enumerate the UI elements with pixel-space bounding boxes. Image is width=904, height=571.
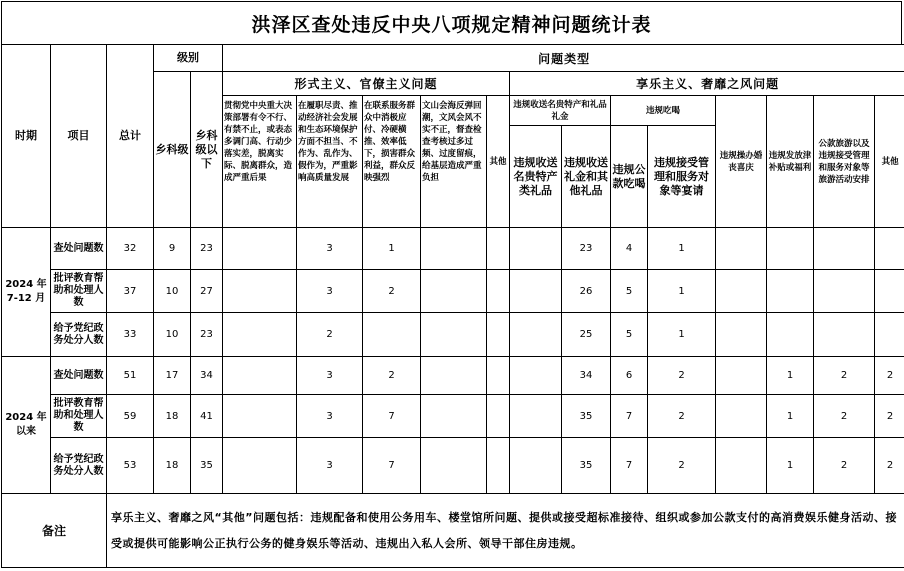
header-level-below: 乡科级以下	[191, 72, 223, 228]
cell-g2-4: 1	[648, 270, 716, 313]
cell-total: 53	[107, 438, 154, 494]
cell-g2-7	[814, 228, 875, 270]
table-title: 洪泽区查处违反中央八项规定精神问题统计表	[1, 1, 902, 45]
cell-g1-1	[223, 228, 297, 270]
note-text: 享乐主义、奢靡之风“其他”问题包括：违规配备和使用公务用车、楼堂馆所问题、提供或接受超标准接待、组织或参加公款支付的高消费娱乐健身活动、接受或提供可能影响公正执行公务的健身娱乐等活动、违规出入私人会所、领导干部住房违规。	[107, 494, 904, 568]
cell-g2-3: 7	[611, 395, 648, 438]
cell-g2-6	[767, 270, 814, 313]
cell-g2-2: 34	[562, 357, 611, 395]
header-g1-col3: 在联系服务群众中消极应付、冷硬横推、效率低下，损害群众利益，群众反映强烈	[363, 96, 421, 228]
cell-g2-6	[767, 313, 814, 357]
note-label: 备注	[2, 494, 107, 568]
cell-g2-2: 35	[562, 395, 611, 438]
cell-g2-6: 1	[767, 395, 814, 438]
cell-g1-2: 3	[297, 395, 363, 438]
cell-g1-4	[421, 357, 487, 395]
cell-g1-4	[421, 228, 487, 270]
cell-g2-2: 25	[562, 313, 611, 357]
cell-total: 33	[107, 313, 154, 357]
cell-g2-7: 2	[814, 395, 875, 438]
cell-g2-4: 2	[648, 438, 716, 494]
cell-total: 37	[107, 270, 154, 313]
header-g2-public-dining: 违规公款吃喝	[611, 126, 648, 228]
cell-g2-4: 2	[648, 395, 716, 438]
cell-xiangke: 10	[154, 270, 191, 313]
cell-g2-8	[875, 270, 904, 313]
cell-xiangke: 17	[154, 357, 191, 395]
cell-g2-1	[510, 357, 562, 395]
header-g2-gifts: 违规收送名贵特产和礼品礼金	[510, 96, 611, 126]
row-item-label: 批评教育帮助和处理人数	[51, 395, 107, 438]
table-row	[2, 357, 904, 395]
cell-g1-5	[487, 313, 510, 357]
cell-g2-8: 2	[875, 395, 904, 438]
header-g2-dining: 违规吃喝	[611, 96, 716, 126]
header-item: 项目	[51, 45, 107, 228]
cell-g1-5	[487, 438, 510, 494]
cell-below: 41	[191, 395, 223, 438]
row-item-label: 给予党纪政务处分人数	[51, 313, 107, 357]
cell-g1-1	[223, 395, 297, 438]
cell-g1-5	[487, 228, 510, 270]
cell-below: 27	[191, 270, 223, 313]
cell-g2-8	[875, 313, 904, 357]
cell-g2-3: 5	[611, 270, 648, 313]
cell-g1-2: 2	[297, 313, 363, 357]
cell-g2-5	[716, 270, 767, 313]
header-g2-weddings: 违规操办婚丧喜庆	[716, 96, 767, 228]
header-g2-travel: 公款旅游以及违规接受管理和服务对象等旅游活动安排	[814, 96, 875, 228]
period-label: 2024 年以来	[2, 357, 51, 494]
header-g2-allowances: 违规发放津补贴或福利	[767, 96, 814, 228]
cell-g2-2: 23	[562, 228, 611, 270]
cell-total: 59	[107, 395, 154, 438]
header-group-formalism: 形式主义、官僚主义问题	[223, 72, 510, 96]
cell-g2-1	[510, 438, 562, 494]
cell-g1-3: 1	[363, 228, 421, 270]
header-g1-col4: 文山会海反弹回潮，文风会风不实不正，督查检查考核过多过频、过度留痕，给基层造成严重负担	[421, 96, 487, 228]
cell-total: 51	[107, 357, 154, 395]
cell-xiangke: 10	[154, 313, 191, 357]
cell-g1-1	[223, 270, 297, 313]
cell-xiangke: 18	[154, 438, 191, 494]
cell-g2-2: 35	[562, 438, 611, 494]
header-period: 时期	[2, 45, 51, 228]
row-item-label: 给予党纪政务处分人数	[51, 438, 107, 494]
cell-g2-5	[716, 357, 767, 395]
cell-g2-6: 1	[767, 357, 814, 395]
cell-g1-3: 2	[363, 357, 421, 395]
cell-g2-3: 4	[611, 228, 648, 270]
header-problem-type: 问题类型	[223, 45, 904, 72]
cell-g2-5	[716, 395, 767, 438]
cell-g2-7: 2	[814, 438, 875, 494]
header-g1-col1: 贯彻党中央重大决策部署有令不行、有禁不止，或表态多调门高、行动少落实差，脱离实际、脱离群众，造成严重后果	[223, 96, 297, 228]
row-item-label: 批评教育帮助和处理人数	[51, 270, 107, 313]
header-g2-specialty-gifts: 违规收送名贵特产类礼品	[510, 126, 562, 228]
header-g1-col2: 在履职尽责、推动经济社会发展和生态环境保护方面不担当、不作为、乱作为、假作为，严重影响高质量发展	[297, 96, 363, 228]
cell-g1-4	[421, 270, 487, 313]
cell-g2-4: 1	[648, 313, 716, 357]
cell-below: 34	[191, 357, 223, 395]
header-group-hedonism: 享乐主义、奢靡之风问题	[510, 72, 904, 96]
cell-below: 35	[191, 438, 223, 494]
cell-g2-4: 2	[648, 357, 716, 395]
cell-g2-6: 1	[767, 438, 814, 494]
note-row	[2, 494, 904, 568]
statistics-table	[1, 44, 904, 568]
cell-g2-3: 7	[611, 438, 648, 494]
cell-g2-5	[716, 228, 767, 270]
cell-g1-3: 7	[363, 438, 421, 494]
row-item-label: 查处问题数	[51, 357, 107, 395]
cell-g2-3: 6	[611, 357, 648, 395]
cell-g1-3: 2	[363, 270, 421, 313]
cell-g1-1	[223, 438, 297, 494]
table-row	[2, 313, 904, 357]
table-row	[2, 228, 904, 270]
cell-g2-7: 2	[814, 357, 875, 395]
header-g2-other: 其他	[875, 96, 904, 228]
header-g2-cash-gifts: 违规收送礼金和其他礼品	[562, 126, 611, 228]
table-row	[2, 270, 904, 313]
cell-g2-8	[875, 228, 904, 270]
cell-g1-5	[487, 357, 510, 395]
cell-g2-2: 26	[562, 270, 611, 313]
cell-g1-4	[421, 395, 487, 438]
cell-g2-1	[510, 313, 562, 357]
header-g1-other: 其他	[487, 96, 510, 228]
header-level: 级别	[154, 45, 223, 72]
cell-g2-7	[814, 270, 875, 313]
cell-g2-5	[716, 313, 767, 357]
table-row	[2, 438, 904, 494]
row-item-label: 查处问题数	[51, 228, 107, 270]
cell-g2-1	[510, 228, 562, 270]
cell-g1-2: 3	[297, 357, 363, 395]
cell-g2-3: 5	[611, 313, 648, 357]
cell-g2-6	[767, 228, 814, 270]
cell-g1-2: 3	[297, 270, 363, 313]
cell-g1-3: 7	[363, 395, 421, 438]
cell-below: 23	[191, 228, 223, 270]
header-total: 总计	[107, 45, 154, 228]
cell-total: 32	[107, 228, 154, 270]
cell-g1-1	[223, 357, 297, 395]
period-label: 2024 年7-12 月	[2, 228, 51, 357]
cell-g2-1	[510, 395, 562, 438]
cell-below: 23	[191, 313, 223, 357]
cell-xiangke: 18	[154, 395, 191, 438]
table-row	[2, 395, 904, 438]
cell-g1-2: 3	[297, 228, 363, 270]
header-g2-accept-banquet: 违规接受管理和服务对象等宴请	[648, 126, 716, 228]
cell-g1-5	[487, 270, 510, 313]
cell-g2-5	[716, 438, 767, 494]
cell-xiangke: 9	[154, 228, 191, 270]
cell-g1-4	[421, 438, 487, 494]
cell-g2-8: 2	[875, 357, 904, 395]
cell-g1-3	[363, 313, 421, 357]
cell-g2-8: 2	[875, 438, 904, 494]
cell-g2-4: 1	[648, 228, 716, 270]
cell-g2-1	[510, 270, 562, 313]
cell-g1-4	[421, 313, 487, 357]
cell-g1-1	[223, 313, 297, 357]
cell-g2-7	[814, 313, 875, 357]
cell-g1-5	[487, 395, 510, 438]
header-level-xiangke: 乡科级	[154, 72, 191, 228]
cell-g1-2: 3	[297, 438, 363, 494]
